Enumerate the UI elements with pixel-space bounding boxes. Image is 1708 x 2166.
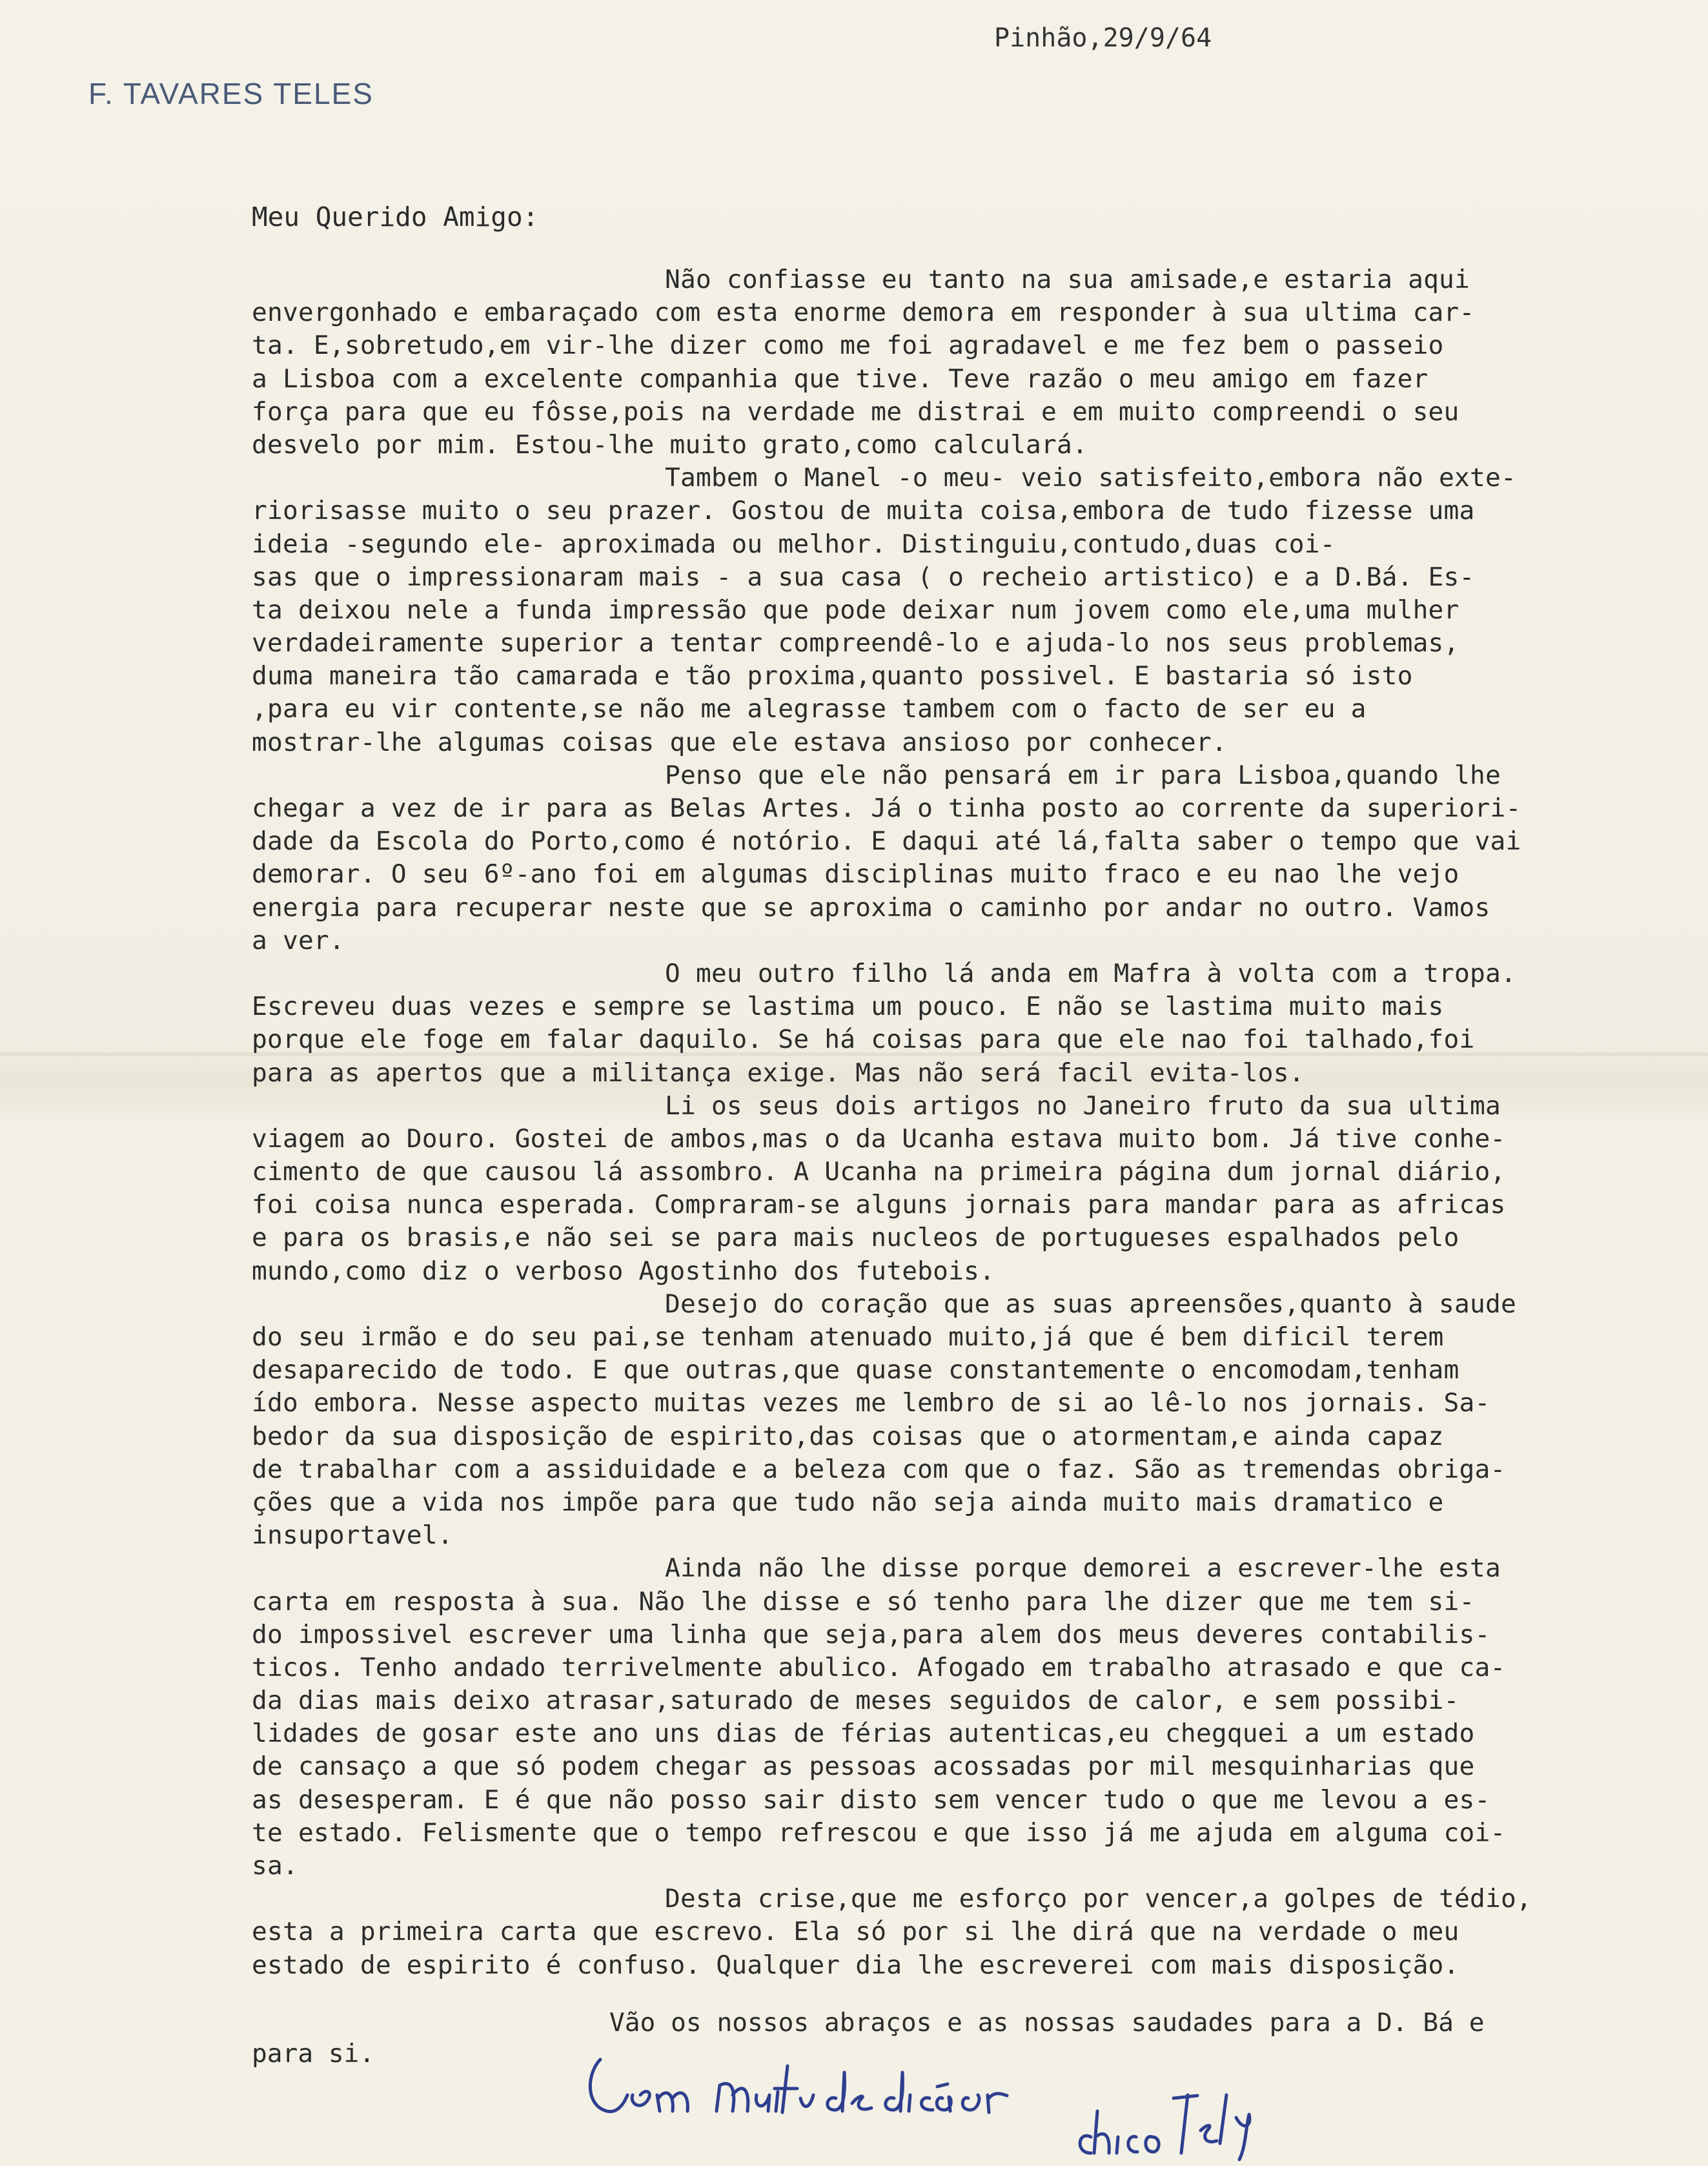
letter-line: ções que a vida nos impõe para que tudo não seja ainda muito mais dramatico e: [252, 1487, 1444, 1517]
letter-line: duma maneira tão camarada e tão proxima,quanto possivel. E bastaria só isto: [252, 661, 1413, 691]
letter-line: Desta crise,que me esforço por vencer,a golpes de tédio,: [665, 1884, 1532, 1914]
letter-line: sas que o impressionaram mais - a sua casa ( o recheio artistico) e a D.Bá. Es-: [252, 562, 1475, 592]
letter-line: Escreveu duas vezes e sempre se lastima um pouco. E não se lastima muito mais: [252, 992, 1444, 1022]
letter-line: O meu outro filho lá anda em Mafra à volta com a tropa.: [665, 958, 1516, 988]
letter-line: bedor da sua disposição de espirito,das coisas que o atormentam,e ainda capaz: [252, 1421, 1444, 1451]
letter-line: chegar a vez de ir para as Belas Artes. Já o tinha posto ao corrente da superiori-: [252, 793, 1521, 823]
letter-line: lidades de gosar este ano uns dias de férias autenticas,eu chegquei a um estado: [252, 1719, 1475, 1749]
letter-line: ,para eu vir contente,se não me alegrasse tambem com o facto de ser eu a: [252, 694, 1367, 724]
letter-line: verdadeiramente superior a tentar compreendê-lo e ajuda-lo nos seus problemas,: [252, 628, 1459, 659]
letter-line: força para que eu fôsse,pois na verdade me distrai e em muito compreendi o seu: [252, 396, 1459, 427]
closing-line-1: Vão os nossos abraços e as nossas saudades para a D. Bá e: [609, 2008, 1485, 2038]
letter-line: sa.: [252, 1851, 298, 1881]
letter-line: demorar. O seu 6º-ano foi em algumas disciplinas muito fraco e eu nao lhe vejo: [252, 859, 1459, 890]
letter-line: cimento de que causou lá assombro. A Ucanha na primeira página dum jornal diário,: [252, 1157, 1506, 1187]
letter-line: Li os seus dois artigos no Janeiro fruto da sua ultima: [665, 1090, 1501, 1121]
letter-line: Não confiasse eu tanto na sua amisade,e estaria aqui: [665, 265, 1470, 294]
letter-line: a Lisboa com a excelente companhia que tive. Teve razão o meu amigo em fazer: [252, 363, 1428, 394]
letter-line: estado de espirito é confuso. Qualquer dia lhe escreverei com mais disposição.: [252, 1950, 1459, 1980]
letter-line: riorisasse muito o seu prazer. Gostou de muita coisa,embora de tudo fizesse uma: [252, 496, 1475, 526]
letter-line: e para os brasis,e não sei se para mais nucleos de portugueses espalhados pelo: [252, 1223, 1459, 1253]
letter-line: porque ele foge em falar daquilo. Se há coisas para que ele nao foi talhado,foi: [252, 1025, 1475, 1055]
letter-line: mundo,como diz o verboso Agostinho dos futebois.: [252, 1256, 995, 1286]
letter-line: ído embora. Nesse aspecto muitas vezes me lembro de si ao lê-lo nos jornais. Sa-: [252, 1388, 1490, 1418]
letter-line: carta em resposta à sua. Não lhe disse e só tenho para lhe dizer que me tem si-: [252, 1586, 1475, 1617]
letter-line: ta. E,sobretudo,em vir-lhe dizer como me foi agradavel e me fez bem o passeio: [252, 331, 1444, 361]
letter-line: desaparecido de todo. E que outras,que quase constantemente o encomodam,tenham: [252, 1355, 1459, 1385]
letter-line: da dias mais deixo atrasar,saturado de meses seguidos de calor, e sem possibi-: [252, 1686, 1459, 1716]
letter-line: a ver.: [252, 925, 345, 955]
letter-line: do impossivel escrever uma linha que seja,para alem dos meus deveres contabilis-: [252, 1619, 1490, 1650]
letter-line: envergonhado e embaraçado com esta enorme demora em responder à sua ultima car-: [252, 298, 1475, 328]
letter-line: Tambem o Manel -o meu- veio satisfeito,embora não exte-: [665, 463, 1516, 493]
letter-line: mostrar-lhe algumas coisas que ele estava ansioso por conhecer.: [252, 727, 1227, 757]
letter-line: Penso que ele não pensará em ir para Lisboa,quando lhe: [665, 760, 1501, 790]
letter-line: insuportavel.: [252, 1520, 453, 1551]
letter-line: foi coisa nunca esperada. Compraram-se alguns jornais para mandar para as africas: [252, 1190, 1506, 1220]
letter-line: do seu irmão e do seu pai,se tenham atenuado muito,já que é bem dificil terem: [252, 1322, 1444, 1352]
letter-body: [252, 263, 1698, 1982]
closing-line-2: para si.: [252, 2039, 375, 2069]
letter-line: ideia -segundo ele- aproximada ou melhor. Distinguiu,contudo,duas coi-: [252, 529, 1336, 559]
letter-line: desvelo por mim. Estou-lhe muito grato,como calculará.: [252, 429, 1088, 460]
letter-line: viagem ao Douro. Gostei de ambos,mas o da Ucanha estava muito bom. Já tive conhe-: [252, 1123, 1506, 1154]
letterhead: F. TAVARES TELES: [88, 77, 374, 110]
letter-line: ta deixou nele a funda impressão que pode deixar num jovem como ele,uma mulher: [252, 595, 1459, 625]
place-date: Pinhão,29/9/64: [994, 23, 1212, 53]
letter-line: de cansaço a que só podem chegar as pessoas acossadas por mil mesquinharias que: [252, 1752, 1475, 1782]
letter-line: te estado. Felismente que o tempo refrescou e que isso já me ajuda em alguma coi-: [252, 1817, 1506, 1848]
letter-line: de trabalhar com a assiduidade e a beleza com que o faz. São as tremendas obriga-: [252, 1454, 1506, 1484]
letter-line: as desesperam. E é que não posso sair disto sem vencer tudo o que me levou a es-: [252, 1784, 1490, 1815]
letter-line: ticos. Tenho andado terrivelmente abulico. Afogado em trabalho atrasado e que ca-: [252, 1652, 1506, 1682]
letter-line: esta a primeira carta que escrevo. Ela só por si lhe dirá que na verdade o meu: [252, 1917, 1459, 1947]
letter-line: para as apertos que a militança exige. Mas não será facil evita-los.: [252, 1057, 1305, 1088]
handwritten-signature: [581, 2034, 1323, 2163]
letter-line: energia para recuperar neste que se aproxima o caminho por andar no outro. Vamos: [252, 892, 1490, 923]
salutation: Meu Querido Amigo:: [252, 201, 539, 232]
letter-line: Ainda não lhe disse porque demorei a escrever-lhe esta: [665, 1553, 1501, 1584]
letter-line: Desejo do coração que as suas apreensões,quanto à saude: [665, 1289, 1516, 1319]
letter-line: dade da Escola do Porto,como é notório. E daqui até lá,falta saber o tempo que vai: [252, 826, 1521, 857]
